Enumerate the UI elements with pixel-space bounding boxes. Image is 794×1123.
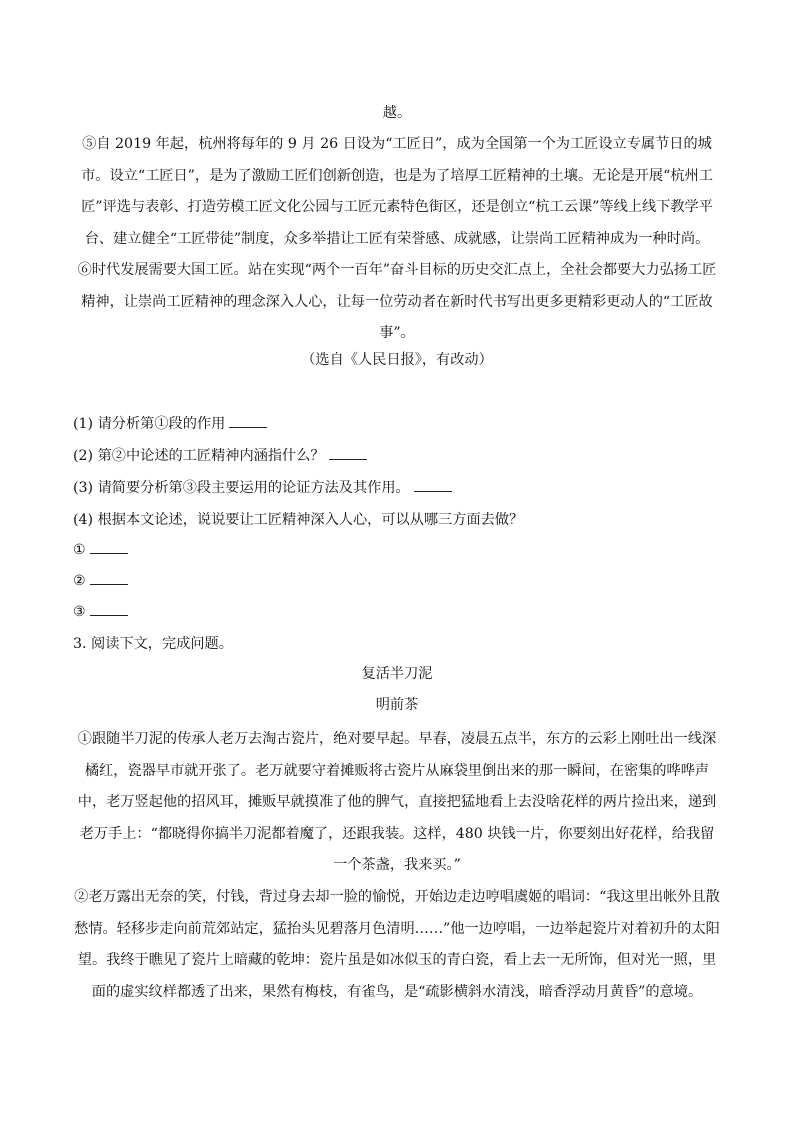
answer-label-3: ③ bbox=[73, 604, 86, 620]
question-1-text: (1) 请分析第①段的作用 bbox=[73, 416, 226, 432]
answer-line-3 bbox=[73, 600, 721, 624]
question-2-text: (2) 第②中论述的工匠精神内涵指什么？ bbox=[73, 448, 325, 464]
section-3-intro: 3. 阅读下文，完成问题。 bbox=[73, 636, 233, 652]
answer-line-2 bbox=[73, 569, 721, 593]
story-title: 复活半刀泥 bbox=[361, 666, 433, 682]
paragraph-continuation: 越。 bbox=[382, 105, 412, 121]
question-3-text: (3) 请简要分析第③段主要运用的论证方法及其作用。 bbox=[73, 480, 410, 496]
paragraph-6: ⑥时代发展需要大国工匠。站在实现“两个一百年”奋斗目标的历史交汇点上，全社会都要大力弘扬工匠精神，让崇尚工匠精神的理念深入人心，让每一位劳动者在新时代书写出更多更精彩更动人的“工匠故事”。 bbox=[77, 262, 717, 341]
answer-blank-4b[interactable] bbox=[90, 572, 128, 585]
answer-line-1 bbox=[73, 538, 721, 562]
question-4 bbox=[73, 508, 721, 532]
answer-label-2: ② bbox=[73, 573, 86, 589]
question-1 bbox=[73, 412, 721, 436]
answer-blank-4a[interactable] bbox=[90, 541, 128, 554]
story-author: 明前茶 bbox=[375, 697, 419, 713]
source-note: （选自《人民日报》，有改动） bbox=[301, 352, 493, 368]
answer-blank-3[interactable] bbox=[414, 479, 452, 492]
story-paragraph-2: ②老万露出无奈的笑，付钱，背过身去却一脸的愉悦，开始边走边哼唱虞姬的唱词：“我这里出帐外且散愁情。轻移步走向前荒郊站定，猛抬头见碧落月色清明……”他一边哼唱，一边举起瓷片对着初升的太阳望。我终于瞧见了瓷片上暗藏的乾坤：瓷片虽是如冰似玉的青白瓷，看上去一无所饰，但对光一照，里面的虚实纹样都透了出来，果然有梅枝，有雀鸟，是“疏影横斜水清浅，暗香浮动月黄昏”的意境。 bbox=[74, 889, 720, 1000]
question-4-text: (4) 根据本文论述，说说要让工匠精神深入人心，可以从哪三方面去做？ bbox=[73, 512, 524, 528]
answer-blank-1[interactable] bbox=[229, 415, 267, 428]
story-paragraph-1: ①跟随半刀泥的传承人老万去淘古瓷片，绝对要早起。早春，凌晨五点半，东方的云彩上刚吐出一线深橘红，瓷器早市就开张了。老万就要守着摊贩将古瓷片从麻袋里倒出来的那一瞬间，在密集的哗哗声中，老万竖起他的招风耳，摊贩早就摸准了他的脾气，直接把猛地看上去没啥花样的两片捡出来，递到老万手上：“都晓得你搞半刀泥都着魔了，还跟我装。这样，480 块钱一片，你要刻出好花样，给我留一个茶盏，我来买。” bbox=[77, 731, 717, 873]
question-2 bbox=[73, 444, 721, 468]
answer-blank-2[interactable] bbox=[329, 447, 367, 460]
paragraph-5: ⑤自 2019 年起，杭州将每年的 9 月 26 日设为“工匠日”，成为全国第一个为工匠设立专属节日的城市。设立“工匠日”，是为了激励工匠们创新创造，也是为了培厚工匠精神的土壤。无论是开展“杭州工匠”评选与表彰、打造劳模工匠文化公园与工匠元素特色街区，还是创立“杭工云课”等线上线下教学平台、建立健全“工匠带徒”制度，众多举措让工匠有荣誉感、成就感，让崇尚工匠精神成为一种时尚。 bbox=[81, 136, 713, 247]
question-3 bbox=[73, 476, 721, 500]
answer-blank-4c[interactable] bbox=[90, 603, 128, 616]
answer-label-1: ① bbox=[73, 542, 86, 558]
